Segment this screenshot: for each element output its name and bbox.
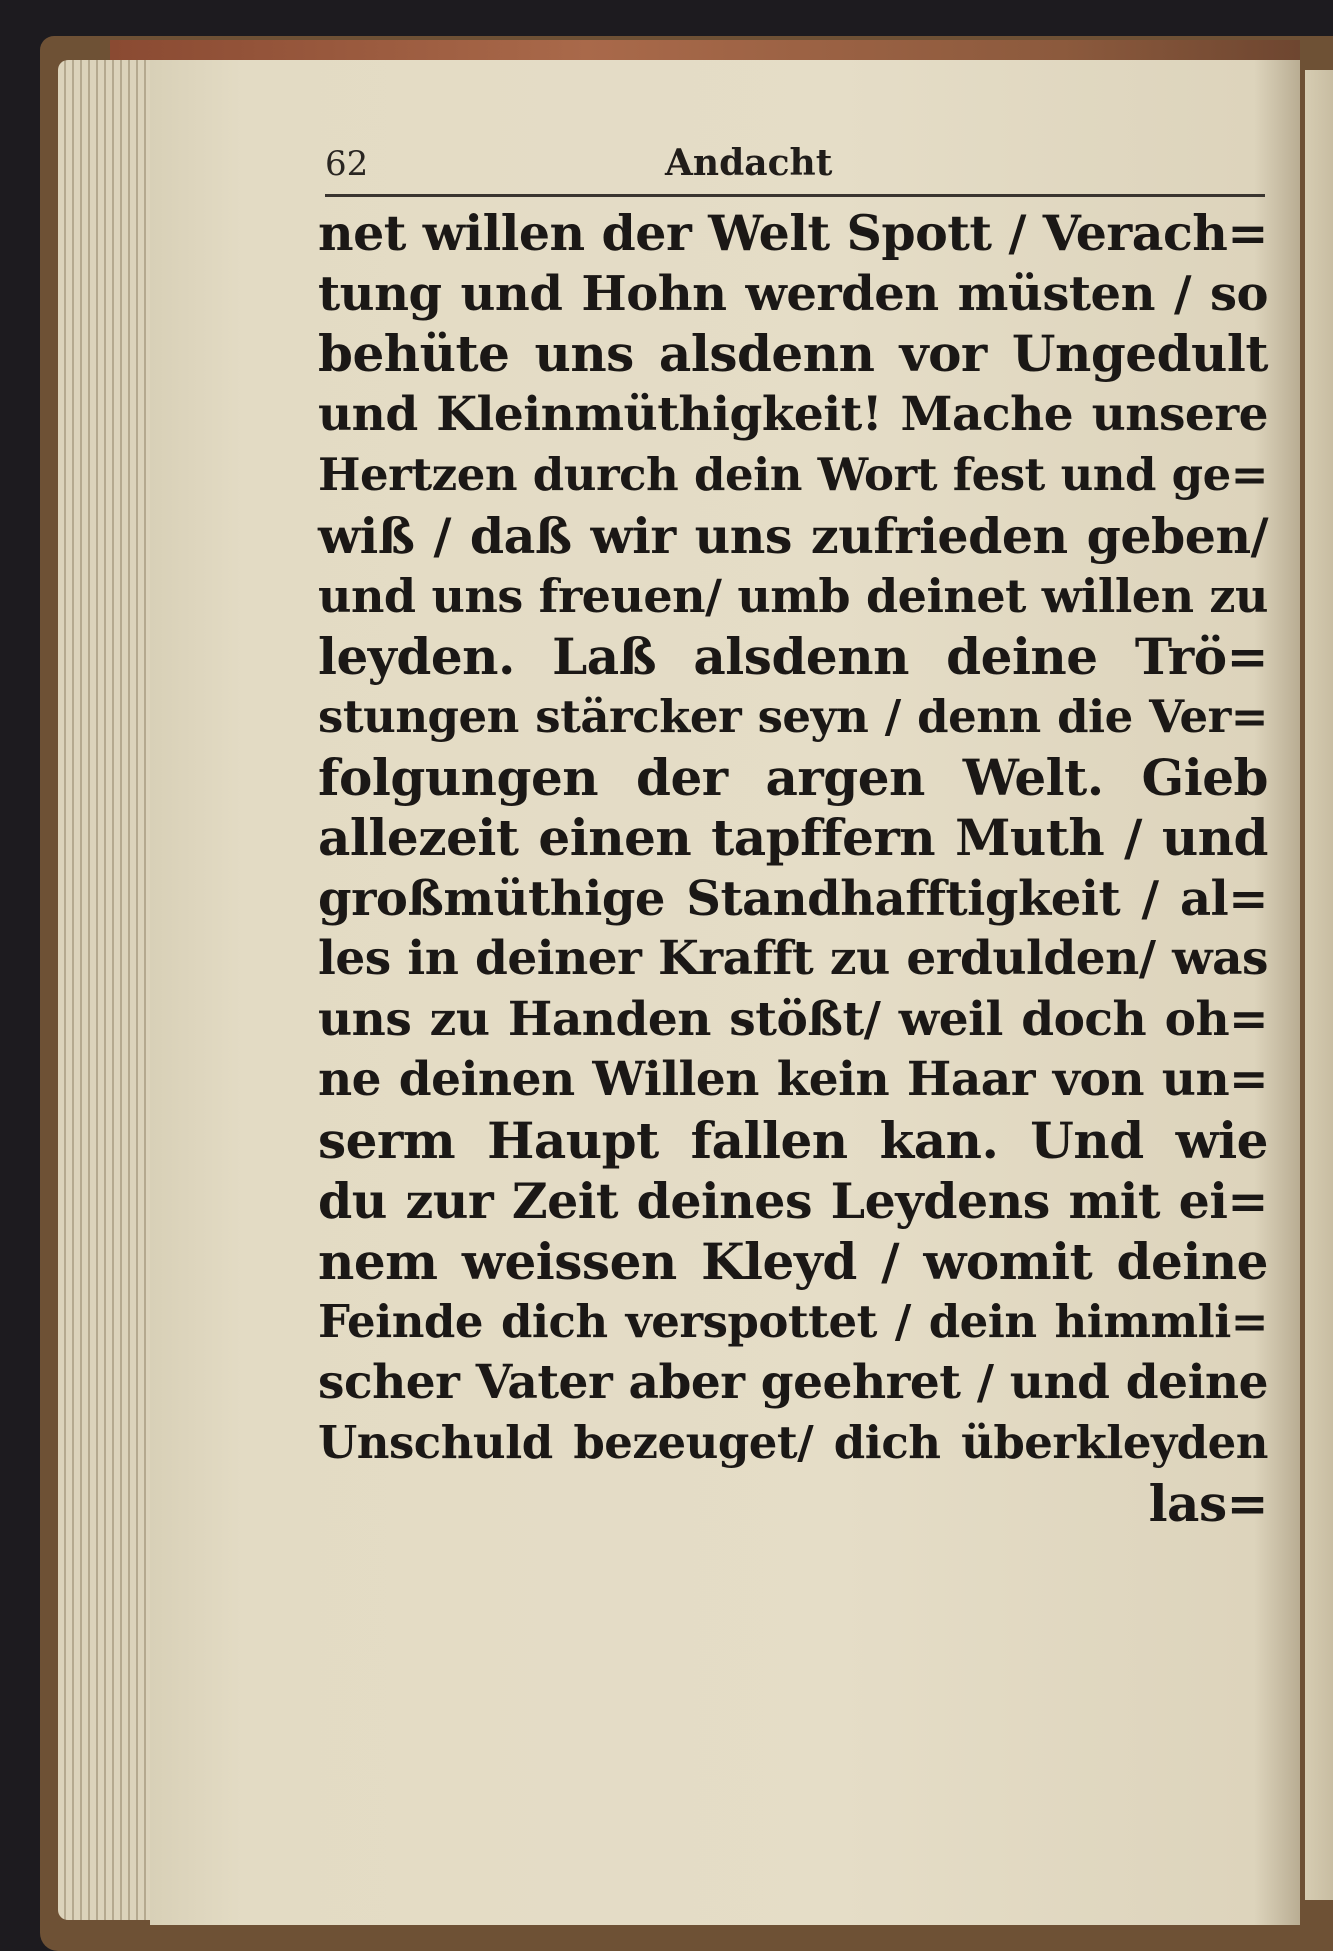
text-line: folgungen der argen Welt. Gieb [318, 747, 1268, 807]
text-line: scher Vater aber geehret / und deine [318, 1354, 1268, 1410]
text-line: nem weissen Kleyd / womit deine [318, 1231, 1268, 1291]
text-line: und Kleinmüthigkeit! Mache unsere [318, 386, 1268, 442]
body-text [318, 203, 1268, 1534]
text-line: stungen stärcker seyn / denn die Ver= [318, 690, 1268, 743]
text-line: du zur Zeit deines Leydens mit ei= [318, 1172, 1268, 1230]
running-head: Andacht [665, 142, 833, 184]
text-line: net willen der Welt Spott / Verach= [318, 204, 1268, 262]
text-line: wiß / daß wir uns zufrieden geben/ [318, 506, 1268, 565]
text-line: Unschuld bezeuget/ dich überkleyden [318, 1416, 1268, 1469]
text-line: uns zu Handen stößt/ weil doch oh= [318, 991, 1268, 1047]
text-line: serm Haupt fallen kan. Und wie [318, 1110, 1268, 1170]
catchword: las= [1148, 1473, 1268, 1533]
text-line: leyden. Laß alsdenn deine Trö= [318, 626, 1268, 686]
header-rule [325, 194, 1265, 197]
page-header [325, 142, 1265, 192]
text-line: tung und Hohn werden müsten / so [318, 265, 1268, 322]
text-line: Feinde dich verspottet / dein himmli= [318, 1295, 1268, 1348]
facing-page-edge [1305, 70, 1333, 1900]
text-line: großmüthige Standhafftigkeit / al= [318, 870, 1268, 927]
text-line: behüte uns alsdenn vor Ungedult [318, 324, 1268, 383]
book-top-edge [110, 40, 1300, 62]
text-line: ne deinen Willen kein Haar von un= [318, 1052, 1268, 1107]
page-number: 62 [325, 144, 369, 184]
text-line: les in deiner Krafft zu erdulden/ was [318, 931, 1268, 986]
text-line: allezeit einen tapffern Muth / und [318, 808, 1268, 867]
text-line: und uns freuen/ umb deinet willen zu [318, 569, 1268, 623]
text-line: Hertzen durch dein Wort fest und ge= [318, 448, 1268, 501]
